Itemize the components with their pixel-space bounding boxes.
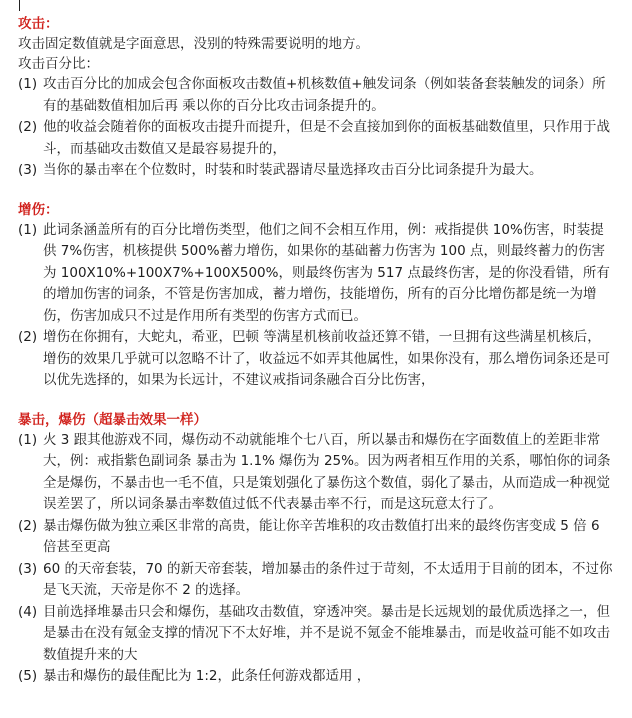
- list-item: [18, 160, 614, 182]
- list-item: [18, 117, 614, 160]
- list-item: [18, 220, 614, 328]
- item-text: 目前选择堆暴击只会和爆伤，基础攻击数值，穿透冲突。暴击是长远规划的最优质选择之一，但是暴击在没有氪金支撑的情况下不太好堆，并不是说不氪金不能堆暴击，而是收益可能不如攻击数值提升来的大: [43, 603, 610, 663]
- list-item: [18, 74, 614, 117]
- item-number: (4): [18, 603, 38, 620]
- list-item: [18, 559, 614, 602]
- item-text: 火 3 跟其他游戏不同，爆伤动不动就能堆个七八百，所以暴击和爆伤在字面数值上的差距非常大，例：戒指紫色副词条 暴击为 1.1% 爆伤为 25%。因为两者相互作用的关系，哪怕你的词条全是爆伤，不暴击也一毛不值，只是策划强化了暴伤这个数值，弱化了暴击，从而造成一种视觉误差罢了，所以词条暴击率数值过低不代表暴击率不行，而是这玩意太行了。: [43, 431, 611, 512]
- document-body: [18, 14, 614, 688]
- list-item: [18, 430, 614, 516]
- section-attack: [18, 14, 614, 182]
- item-text: 60 的天帝套装，70 的新天帝套装，增加暴击的条件过于苛刻，不太适用于目前的团本，不过你是飞天流，天帝是你不 2 的选择。: [43, 560, 613, 598]
- item-text: 他的收益会随着你的面板攻击提升而提升，但是不会直接加到你的面板基础数值里，只作用于战斗，而基础攻击数值又是最容易提升的，: [43, 119, 610, 157]
- item-text: 暴击和爆伤的最佳配比为 1:2，此条任何游戏都适用 ，: [43, 668, 371, 684]
- item-text: 攻击百分比的加成会包含你面板攻击数值+机核数值+触发词条（例如装备套装触发的词条）所有的基础数值相加后再 乘以你的百分比攻击词条提升的。: [43, 76, 606, 114]
- item-number: (1): [18, 76, 38, 92]
- section-spacer: [18, 392, 614, 410]
- list-item: [18, 602, 614, 667]
- item-text: 当你的暴击率在个位数时，时装和时装武器请尽量选择攻击百分比词条提升为最大。: [43, 162, 543, 178]
- list-item: [18, 327, 614, 392]
- text-cursor: [19, 0, 20, 11]
- item-text: 增伤在你拥有，大蛇丸，希亚，巴顿 等满星机核前收益还算不错，一旦拥有这些满星机核后，增伤的效果几乎就可以忽略不计了，收益远不如弄其他属性，如果你没有，那么增伤词条还是可以优先选择的，如果为长远计，不建议戒指词条融合百分比伤害，: [43, 329, 610, 388]
- item-number: (3): [18, 560, 38, 577]
- item-text: 此词条涵盖所有的百分比增伤类型，他们之间不会相互作用，例：戒指提供 10%伤害，时装提供 7%伤害，机核提供 500%蓄力增伤，如果你的基础蓄力伤害为 100 点，则最终蓄力的伤害为 100X10%+100X7%+100X500%，则最终伤害为 517 点最终伤害，是的你没看错，所有的增加伤害的词条，不管是伤害加成，蓄力增伤，技能增伤，所有的百分比增伤都是统一为增伤，伤害加成只不过是作用所有类型的伤害方式而已。: [43, 221, 610, 324]
- section-damage-bonus: [18, 200, 614, 392]
- item-text: 暴击爆伤做为独立乘区非常的高贵，能让你辛苦堆积的攻击数值打出来的最终伤害变成 5 倍 6 倍甚至更高: [43, 517, 600, 555]
- item-number: (2): [18, 517, 38, 534]
- item-number: (1): [18, 221, 38, 238]
- list-item: [18, 666, 614, 688]
- paragraph: 攻击百分比：: [18, 56, 99, 72]
- item-number: (2): [18, 119, 38, 135]
- list-item: [18, 516, 614, 559]
- item-number: (3): [18, 162, 38, 178]
- item-number: (2): [18, 329, 38, 345]
- section-spacer: [18, 182, 614, 200]
- section-heading: 增伤：: [18, 201, 59, 218]
- section-heading: 攻击：: [18, 16, 59, 32]
- section-crit: [18, 410, 614, 688]
- item-number: (1): [18, 431, 38, 448]
- item-number: (5): [18, 668, 38, 684]
- section-heading: 暴击，爆伤（超暴击效果一样）: [18, 411, 207, 428]
- paragraph: 攻击固定数值就是字面意思，没别的特殊需要说明的地方。: [18, 36, 369, 52]
